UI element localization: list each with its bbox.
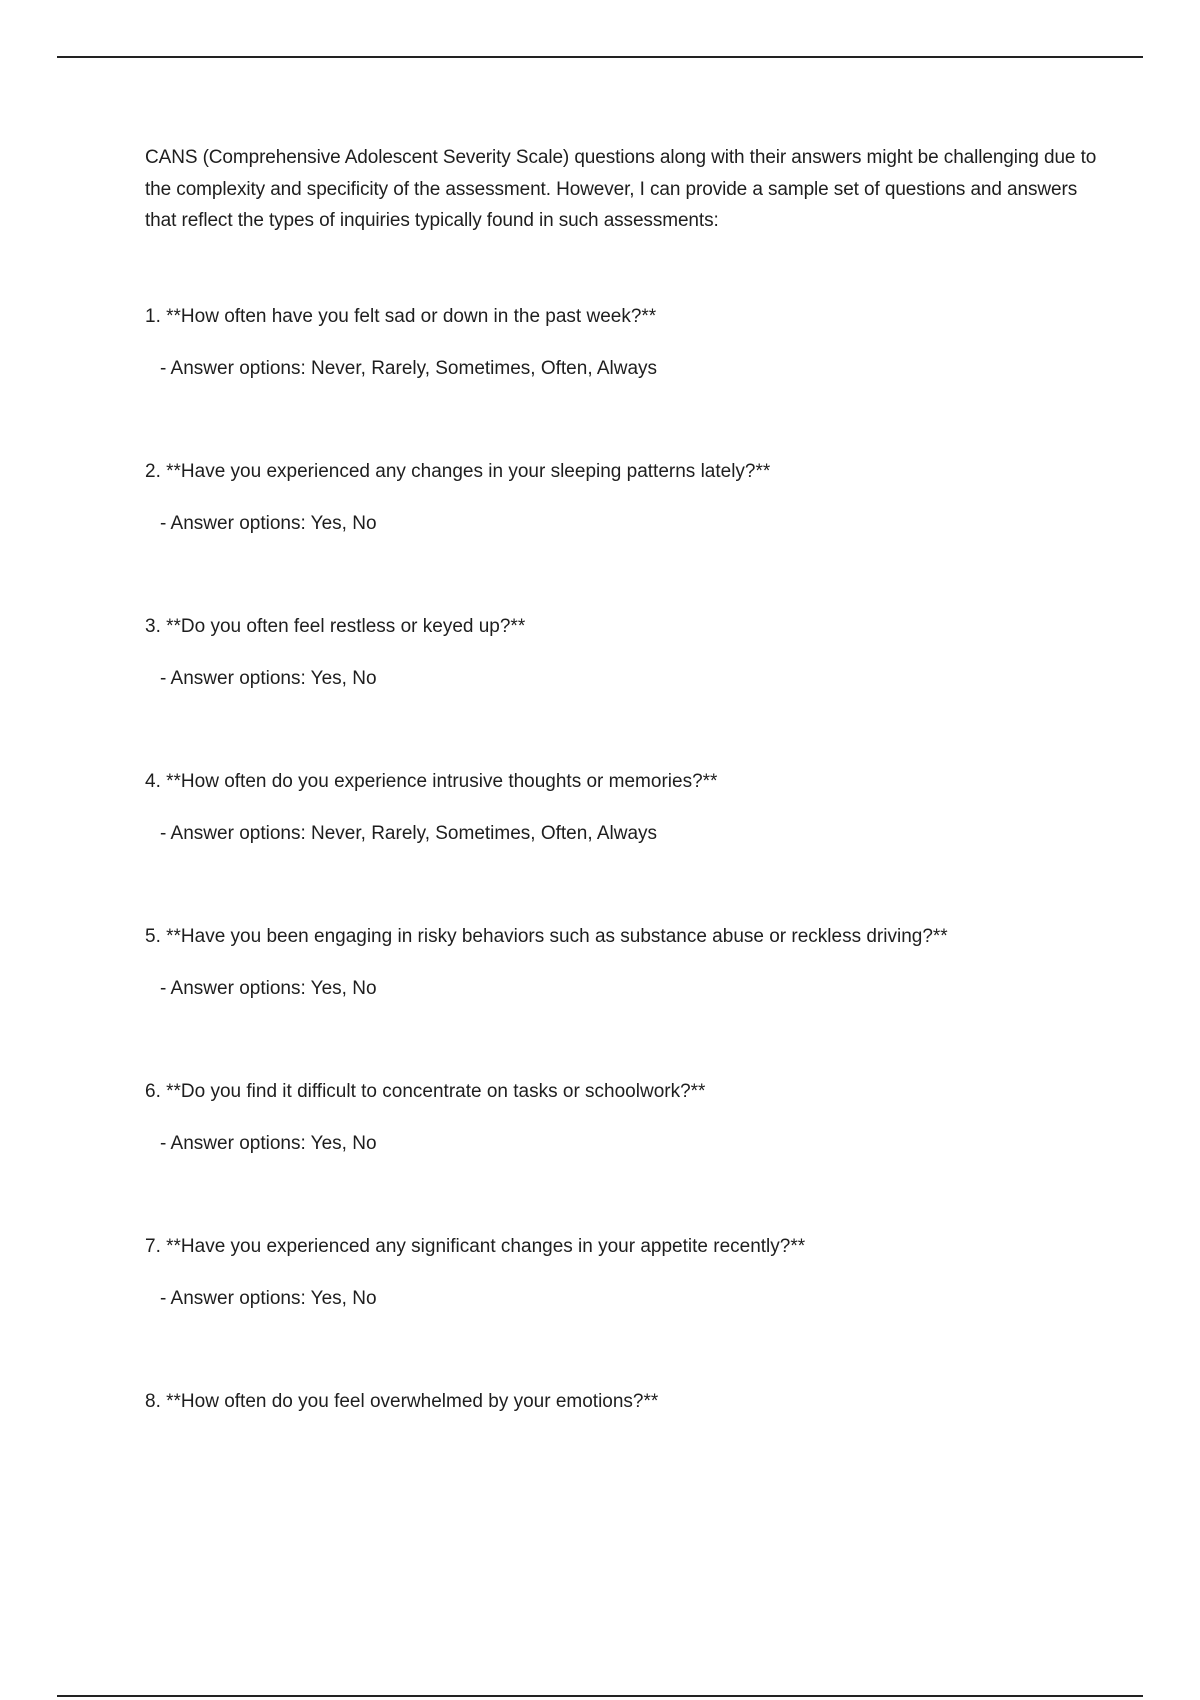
list-item <box>145 1235 1105 1390</box>
answer-options: - Answer options: Yes, No <box>160 513 377 534</box>
answer-options: - Answer options: Yes, No <box>160 978 377 999</box>
answer-options: - Answer options: Yes, No <box>160 1288 377 1309</box>
question-text: 8. **How often do you feel overwhelmed by your emotions?** <box>145 1391 659 1412</box>
question-text: 3. **Do you often feel restless or keyed up?** <box>145 616 526 637</box>
answer-options: - Answer options: Yes, No <box>160 668 377 689</box>
intro-paragraph: CANS (Comprehensive Adolescent Severity Scale) questions along with their answers might be challenging due to the complexity and specificity of the assessment. However, I can provide a sample set of questions and answers that reflect the types of inquiries typically found in such assessments: <box>145 147 1097 231</box>
question-list <box>145 305 1105 1545</box>
question-text: 2. **Have you experienced any changes in your sleeping patterns lately?** <box>145 461 771 482</box>
list-item <box>145 770 1105 925</box>
document-body <box>145 142 1105 1412</box>
list-item <box>145 615 1105 770</box>
header-rule <box>57 56 1143 58</box>
footer-rule <box>57 1695 1143 1697</box>
list-item <box>145 460 1105 615</box>
question-text: 4. **How often do you experience intrusive thoughts or memories?** <box>145 771 718 792</box>
question-text: 6. **Do you find it difficult to concentrate on tasks or schoolwork?** <box>145 1081 706 1102</box>
answer-options: - Answer options: Yes, No <box>160 1133 377 1154</box>
list-item <box>145 1080 1105 1235</box>
answer-options: - Answer options: Never, Rarely, Sometimes, Often, Always <box>160 358 658 379</box>
question-text: 7. **Have you experienced any significant changes in your appetite recently?** <box>145 1236 806 1257</box>
list-item <box>145 305 1105 460</box>
list-item <box>145 925 1105 1080</box>
answer-options: - Answer options: Never, Rarely, Sometimes, Often, Always <box>160 823 658 844</box>
list-item <box>145 1390 1105 1545</box>
question-text: 1. **How often have you felt sad or down in the past week?** <box>145 306 657 327</box>
question-text: 5. **Have you been engaging in risky behaviors such as substance abuse or reckless driving?** <box>145 926 948 947</box>
